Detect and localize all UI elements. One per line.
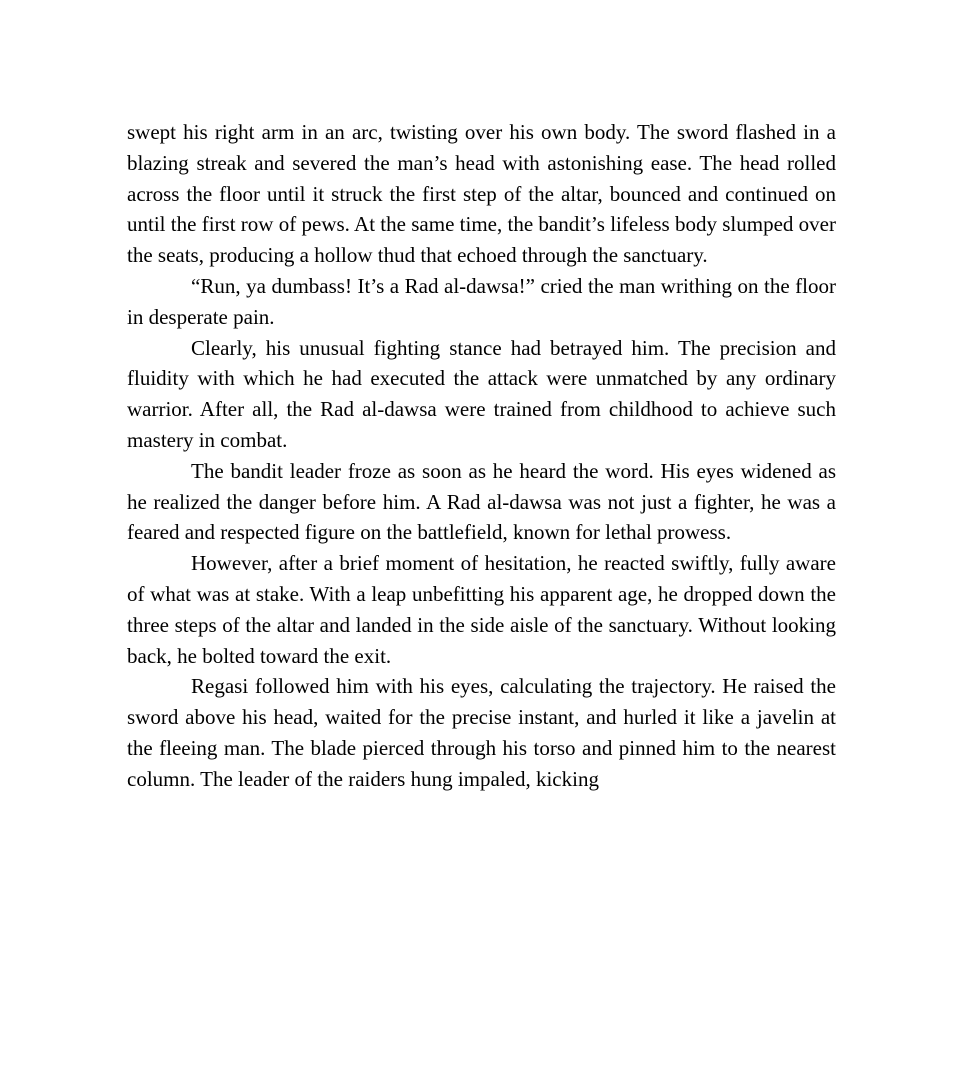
paragraph: “Run, ya dumbass! It’s a Rad al-dawsa!” cried the man writhing on the floor in desperate pain. bbox=[127, 273, 836, 329]
paragraph: Clearly, his unusual fighting stance had betrayed him. The precision and fluidity with which he had executed the attack were unmatched by any ordinary warrior. After all, the Rad al-dawsa were trained from childhood to achieve such mastery in combat. bbox=[127, 335, 836, 452]
paragraph: swept his right arm in an arc, twisting over his own body. The sword flashed in a blazing streak and severed the man’s head with astonishing ease. The head rolled across the floor until it struck the first step of the altar, bounced and continued on until the first row of pews. At the same time, the bandit’s lifeless body slumped over the seats, producing a hollow thud that echoed through the sanctuary. bbox=[127, 120, 836, 268]
paragraph: Regasi followed him with his eyes, calculating the trajectory. He raised the sword above his head, waited for the precise instant, and hurled it like a javelin at the fleeing man. The blade pierced through his torso and pinned him to the nearest column. The leader of the raiders hung impaled, kicking bbox=[127, 674, 836, 791]
book-page bbox=[127, 117, 836, 795]
paragraph: The bandit leader froze as soon as he heard the word. His eyes widened as he realized the danger before him. A Rad al-dawsa was not just a fighter, he was a feared and respected figure on the battlefield, known for lethal prowess. bbox=[127, 458, 836, 545]
paragraph: However, after a brief moment of hesitation, he reacted swiftly, fully aware of what was at stake. With a leap unbefitting his apparent age, he dropped down the three steps of the altar and landed in the side aisle of the sanctuary. Without looking back, he bolted toward the exit. bbox=[127, 551, 836, 668]
